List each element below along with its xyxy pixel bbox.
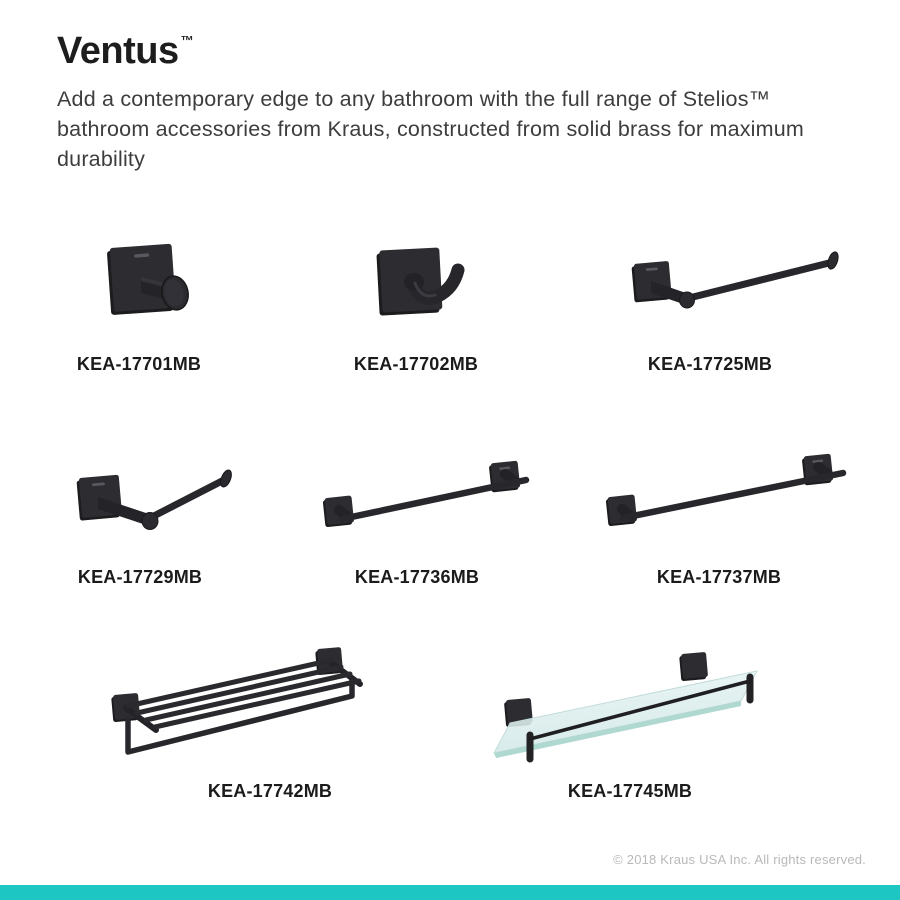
trademark-symbol: ™ [180, 33, 194, 48]
copyright-text: © 2018 Kraus USA Inc. All rights reserved. [613, 852, 866, 867]
brand-accent-bar [0, 885, 900, 900]
product-image-robe-hook [95, 233, 207, 341]
model-number: KEA-17702MB [353, 354, 479, 374]
robe-hook-icon [95, 233, 207, 341]
product-image-towel-hook [362, 238, 487, 340]
model-number: KEA-17742MB [207, 781, 333, 801]
product-image-paper-holder [70, 465, 248, 537]
brand-name: Ventus [57, 30, 179, 72]
glass-shelf-icon [452, 643, 787, 775]
model-number: KEA-17736MB [354, 567, 480, 587]
towel-hook-icon [362, 238, 487, 340]
towel-bar-long-icon [603, 450, 855, 532]
product-image-towel-rack [98, 638, 392, 776]
product-image-towel-bar-18 [320, 455, 538, 533]
paper-holder-icon [70, 465, 248, 537]
towel-bar-icon [320, 455, 538, 533]
page-title [57, 30, 192, 73]
model-number: KEA-17701MB [76, 354, 202, 374]
model-number: KEA-17745MB [567, 781, 693, 801]
product-image-towel-ring [623, 243, 851, 321]
model-number: KEA-17725MB [647, 354, 773, 374]
model-number: KEA-17737MB [656, 567, 782, 587]
model-number: KEA-17729MB [77, 567, 203, 587]
product-image-towel-bar-24 [603, 450, 855, 532]
towel-rack-icon [98, 638, 392, 776]
product-image-glass-shelf [452, 643, 787, 775]
intro-description: Add a contemporary edge to any bathroom with the full range of Stelios™ bathroom accessories from Kraus, constructed from solid brass for maximum durability [57, 87, 805, 171]
towel-ring-icon [623, 243, 851, 321]
